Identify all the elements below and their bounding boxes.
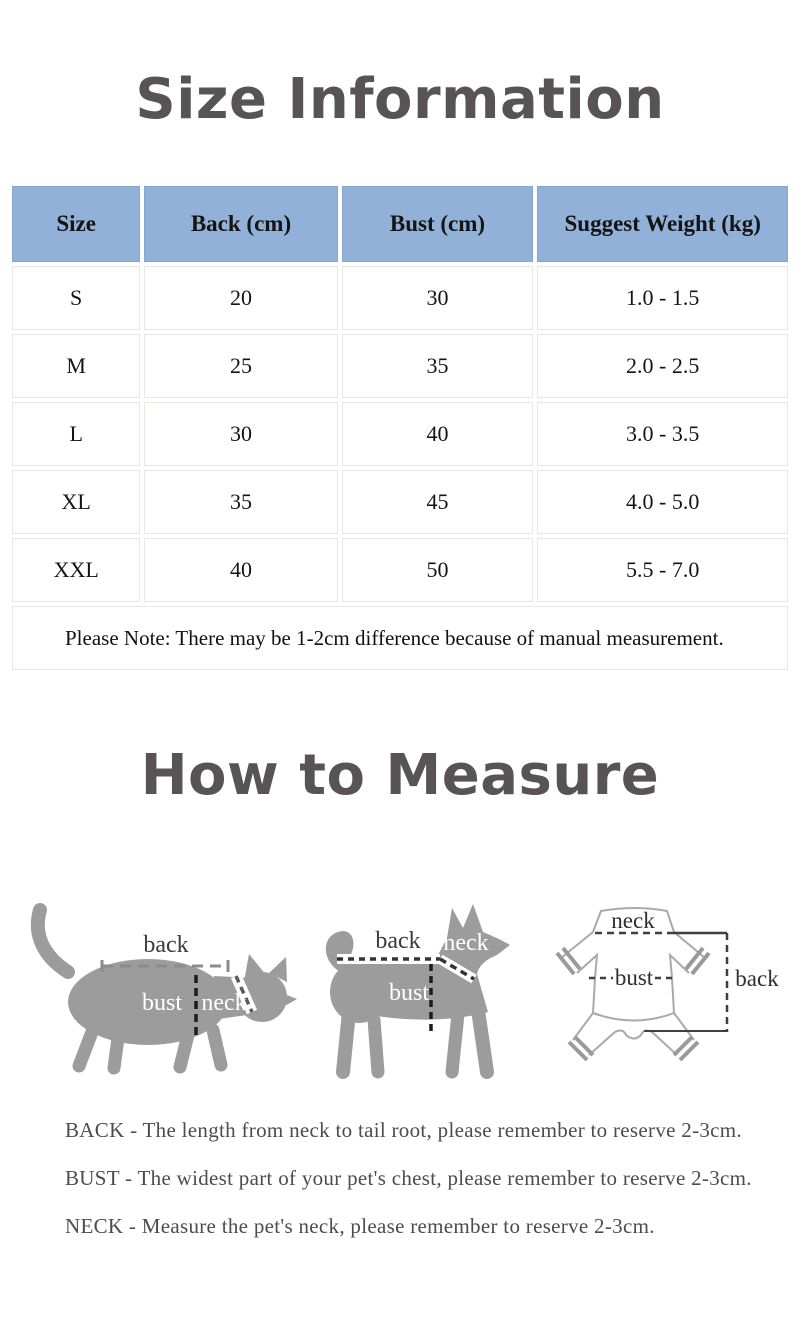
header-back: Back (cm)	[144, 186, 337, 262]
table-header-row	[12, 186, 788, 262]
note-back: BACK - The length from neck to tail root, please remember to reserve 2-3cm.	[65, 1118, 742, 1142]
note-bust: BUST - The widest part of your pet's chest, please remember to reserve 2-3cm.	[65, 1166, 752, 1190]
garment-bust-label: bust	[614, 965, 654, 990]
header-bust: Bust (cm)	[342, 186, 534, 262]
cell-weight: 2.0 - 2.5	[537, 334, 788, 398]
cat-illustration	[16, 880, 301, 1090]
cell-weight: 4.0 - 5.0	[537, 470, 788, 534]
header-weight: Suggest Weight (kg)	[537, 186, 788, 262]
size-table-header	[12, 186, 788, 262]
dog-illustration	[301, 880, 531, 1090]
table-row-m	[12, 334, 788, 398]
cell-bust: 40	[342, 402, 534, 466]
cell-size: M	[12, 334, 140, 398]
measure-notes	[0, 1118, 800, 1239]
table-row-l	[12, 402, 788, 466]
cat-back-label: back	[143, 932, 189, 958]
measure-figures	[0, 880, 800, 1092]
table-row-xxl	[12, 538, 788, 602]
cell-back: 30	[144, 402, 337, 466]
cell-bust: 35	[342, 334, 534, 398]
cell-size: XXL	[12, 538, 140, 602]
header-size: Size	[12, 186, 140, 262]
table-note-row	[12, 606, 788, 670]
cell-size: XL	[12, 470, 140, 534]
garment-back-label: back	[735, 966, 779, 991]
size-table	[8, 182, 792, 674]
garment-illustration	[531, 880, 786, 1090]
cell-weight: 3.0 - 3.5	[537, 402, 788, 466]
cell-weight: 1.0 - 1.5	[537, 266, 788, 330]
cell-back: 35	[144, 470, 337, 534]
measurement-note: Please Note: There may be 1-2cm difference because of manual measurement.	[12, 606, 788, 670]
table-row-xl	[12, 470, 788, 534]
cell-back: 25	[144, 334, 337, 398]
dog-neck-label: neck	[443, 930, 489, 956]
cat-bust-label: bust	[141, 990, 183, 1016]
how-to-measure-title: How to Measure	[140, 743, 660, 808]
dog-back-label: back	[375, 928, 421, 954]
cell-bust: 50	[342, 538, 534, 602]
cell-size: L	[12, 402, 140, 466]
dog-bust-label: bust	[388, 980, 430, 1006]
garment-neck-label: neck	[611, 908, 655, 933]
note-neck: NECK - Measure the pet's neck, please remember to reserve 2-3cm.	[65, 1214, 655, 1238]
cell-bust: 30	[342, 266, 534, 330]
cell-back: 20	[144, 266, 337, 330]
cell-size: S	[12, 266, 140, 330]
cell-weight: 5.5 - 7.0	[537, 538, 788, 602]
size-information-title: Size Information	[135, 67, 665, 132]
table-row-s	[12, 266, 788, 330]
cell-back: 40	[144, 538, 337, 602]
cat-neck-label: neck	[201, 990, 247, 1016]
cell-bust: 45	[342, 470, 534, 534]
